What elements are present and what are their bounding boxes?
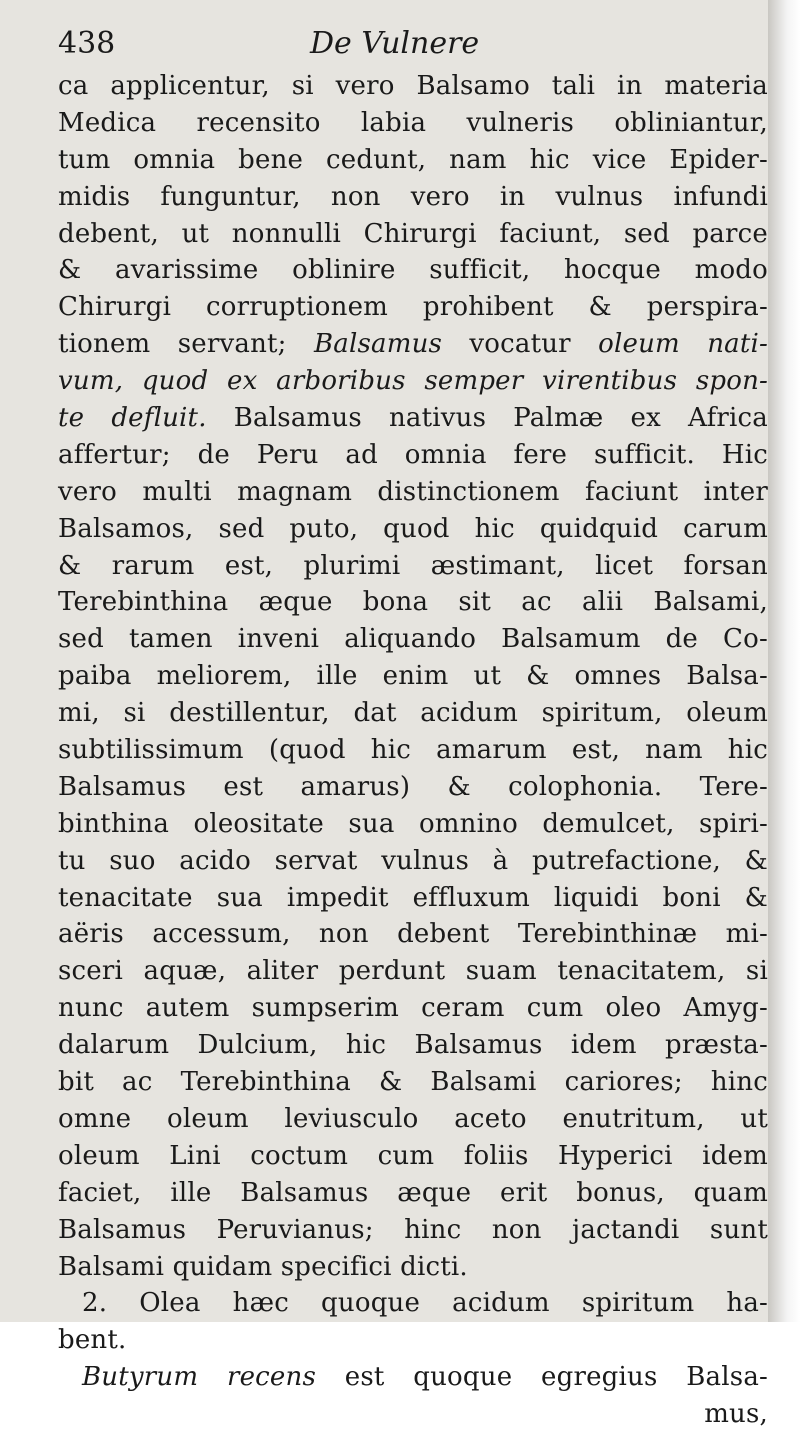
running-title: De Vulnere bbox=[310, 26, 480, 61]
text-line bbox=[58, 437, 768, 474]
text-line bbox=[58, 474, 768, 511]
text-line bbox=[58, 326, 768, 363]
text-segment: tionem servant; bbox=[58, 329, 314, 360]
text-line bbox=[58, 511, 768, 548]
text-segment: Balsami quidam specifici dicti. bbox=[58, 1251, 468, 1282]
text-line bbox=[58, 621, 768, 658]
text-segment: est quoque egregius Balsa- bbox=[316, 1362, 769, 1393]
text-line bbox=[58, 843, 768, 880]
text-segment: Medica recensito labia vulneris obliniantur, bbox=[58, 107, 768, 138]
text-segment: bit ac Terebinthina & Balsami cariores; hinc bbox=[58, 1067, 768, 1098]
text-segment: aëris accessum, non debent Terebinthinæ mi- bbox=[58, 919, 768, 950]
text-line bbox=[58, 990, 768, 1027]
text-line bbox=[58, 1285, 768, 1322]
text-line bbox=[58, 953, 768, 990]
text-line bbox=[58, 548, 768, 585]
text-segment: omne oleum leviusculo aceto enutritum, ut bbox=[58, 1103, 768, 1134]
text-line bbox=[58, 769, 768, 806]
text-line bbox=[58, 363, 768, 400]
text-segment: midis funguntur, non vero in vulnus infundi bbox=[58, 181, 768, 212]
text-segment: debent, ut nonnulli Chirurgi faciunt, sed parce bbox=[58, 218, 768, 249]
text-line bbox=[58, 1175, 768, 1212]
text-line bbox=[58, 880, 768, 917]
text-segment: vero multi magnam distinctionem faciunt inter bbox=[58, 476, 768, 507]
text-line bbox=[58, 658, 768, 695]
italic-text: Balsamus bbox=[313, 329, 443, 360]
text-line bbox=[58, 179, 768, 216]
text-line bbox=[58, 1101, 768, 1138]
text-segment: nunc autem sumpserim ceram cum oleo Amyg- bbox=[58, 993, 768, 1024]
text-line bbox=[58, 1064, 768, 1101]
italic-text: oleum nati- bbox=[598, 329, 769, 360]
page-header bbox=[58, 20, 768, 68]
text-line bbox=[58, 216, 768, 253]
text-segment: bent. bbox=[58, 1325, 127, 1356]
text-line bbox=[58, 1396, 768, 1433]
text-segment: sceri aquæ, aliter perdunt suam tenacitatem, si bbox=[58, 956, 768, 987]
text-segment: mus, bbox=[704, 1399, 768, 1430]
page-text bbox=[58, 20, 768, 1433]
italic-text: te defluit. bbox=[58, 403, 207, 434]
text-line bbox=[58, 142, 768, 179]
italic-text: Butyrum recens bbox=[82, 1362, 317, 1393]
text-line bbox=[58, 1249, 768, 1286]
text-segment: binthina oleositate sua omnino demulcet, spiri- bbox=[58, 808, 768, 839]
text-segment: & avarissime oblinire sufficit, hocque modo bbox=[58, 255, 768, 286]
text-line bbox=[58, 916, 768, 953]
text-line bbox=[58, 289, 768, 326]
text-line bbox=[58, 1359, 768, 1396]
text-segment: paiba meliorem, ille enim ut & omnes Balsa- bbox=[58, 661, 768, 692]
text-segment: ca applicentur, si vero Balsamo tali in materia bbox=[58, 71, 768, 101]
text-segment: oleum Lini coctum cum foliis Hyperici idem bbox=[58, 1140, 768, 1171]
text-segment: Terebinthina æque bona sit ac alii Balsami, bbox=[58, 587, 768, 618]
text-line bbox=[58, 68, 768, 105]
text-line bbox=[58, 400, 768, 437]
text-segment: & rarum est, plurimi æstimant, licet forsan bbox=[58, 550, 768, 581]
text-segment: Balsamus est amarus) & colophonia. Tere- bbox=[58, 771, 768, 802]
text-segment: mi, si destillentur, dat acidum spiritum, oleum bbox=[58, 698, 768, 729]
page-edge bbox=[768, 0, 800, 1322]
text-line bbox=[58, 1322, 768, 1359]
italic-text: vum, quod ex arboribus semper virentibus spon- bbox=[58, 366, 768, 397]
text-segment: 2. Olea hæc quoque acidum spiritum ha- bbox=[82, 1288, 768, 1319]
text-line bbox=[58, 1212, 768, 1249]
text-segment: tum omnia bene cedunt, nam hic vice Epider- bbox=[58, 144, 768, 175]
text-line bbox=[58, 584, 768, 621]
text-segment: dalarum Dulcium, hic Balsamus idem præsta- bbox=[58, 1030, 768, 1061]
text-segment: subtilissimum (quod hic amarum est, nam hic bbox=[58, 735, 768, 766]
text-segment: affertur; de Peru ad omnia fere sufficit. Hic bbox=[58, 439, 768, 470]
text-segment: Chirurgi corruptionem prohibent & perspira- bbox=[58, 292, 768, 323]
text-line bbox=[58, 1027, 768, 1064]
text-segment: Balsamos, sed puto, quod hic quidquid carum bbox=[58, 513, 768, 544]
text-line bbox=[58, 1138, 768, 1175]
text-line bbox=[58, 806, 768, 843]
text-segment: Balsamus nativus Palmæ ex Africa bbox=[206, 403, 768, 434]
text-segment: faciet, ille Balsamus æque erit bonus, quam bbox=[58, 1177, 768, 1208]
text-segment: tu suo acido servat vulnus à putrefactione, & bbox=[58, 845, 768, 876]
text-line bbox=[58, 695, 768, 732]
text-segment: Balsamus Peruvianus; hinc non jactandi sunt bbox=[58, 1214, 768, 1245]
body-text bbox=[58, 68, 768, 1433]
text-line bbox=[58, 732, 768, 769]
text-line bbox=[58, 252, 768, 289]
text-segment: tenacitate sua impedit effluxum liquidi boni & bbox=[58, 882, 768, 913]
text-segment: sed tamen inveni aliquando Balsamum de Co- bbox=[58, 624, 768, 655]
text-segment: vocatur bbox=[442, 329, 599, 360]
page-number: 438 bbox=[58, 26, 116, 61]
text-line bbox=[58, 105, 768, 142]
